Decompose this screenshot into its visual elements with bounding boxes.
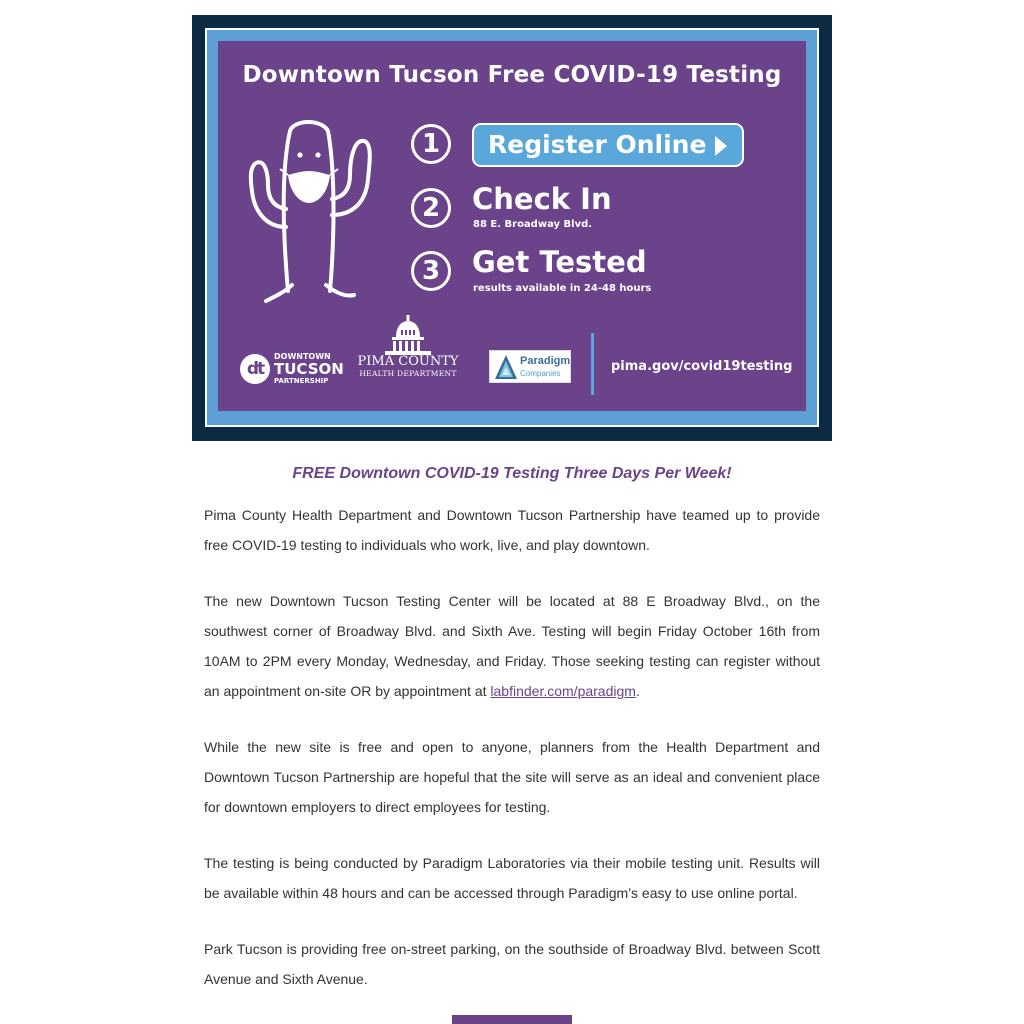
- location-period: .: [635, 683, 640, 699]
- register-online-button[interactable]: [472, 123, 744, 167]
- pima-county-health-logo: [354, 315, 462, 387]
- paradigm-logo-line1: Paradigm: [520, 355, 571, 367]
- covid-testing-banner[interactable]: [192, 15, 832, 441]
- location-text: The new Downtown Tucson Testing Center will be located at 88 E Broadway Blvd., on the southwest corner of Broadway Blvd. and Sixth Ave. Testing will begin Friday October 16th from 10AM to 2PM every Monday, Wednesday, and Friday. Those seeking testing can register without an appointment on-site OR by appointment at: [204, 593, 820, 699]
- paradigm-companies-logo: [489, 350, 571, 383]
- banner-panel: [218, 41, 806, 411]
- pima-logo-line1: PIMA COUNTY: [357, 354, 459, 369]
- step-2-address: 88 E. Broadway Blvd.: [473, 219, 593, 230]
- pima-testing-url[interactable]: pima.gov/covid19testing: [611, 359, 793, 374]
- labfinder-link[interactable]: labfinder.com/paradigm: [490, 683, 636, 699]
- article-headline: FREE Downtown COVID-19 Testing Three Days Per Week!: [292, 465, 732, 482]
- dt-mark: dt: [240, 354, 270, 384]
- capitol-dome-icon: [381, 315, 435, 355]
- masked-cactus-icon: [236, 115, 392, 305]
- paragraph-paradigm-labs: The testing is being conducted by Paradigm Laboratories via their mobile testing unit. Results will be available within 48 hours and can be accessed through Paradigm’s easy to use online portal.: [204, 855, 820, 901]
- bottom-button-edge[interactable]: [452, 1015, 572, 1024]
- dtp-logo-line2: TUCSON: [274, 360, 344, 378]
- article-body: [204, 500, 820, 1020]
- pima-logo-line2: HEALTH DEPARTMENT: [359, 369, 457, 378]
- play-arrow-icon: [715, 136, 727, 156]
- step-3-title: Get Tested: [472, 245, 647, 279]
- dtp-logo-line1: DOWNTOWN: [274, 352, 331, 361]
- register-online-label: Register Online: [488, 130, 707, 159]
- step-3-number: 3: [411, 251, 451, 291]
- paradigm-triangle-icon: [493, 353, 519, 381]
- logo-divider: [591, 333, 594, 395]
- paragraph-location: [204, 586, 820, 706]
- step-2-title: Check In: [472, 182, 612, 216]
- paragraph-partnership: Pima County Health Department and Downtown Tucson Partnership have teamed up to provide free COVID-19 testing to individuals who work, live, and play downtown.: [204, 507, 820, 553]
- step-3-results-note: results available in 24-48 hours: [473, 283, 652, 294]
- paragraph-open-to-anyone: While the new site is free and open to anyone, planners from the Health Department and Downtown Tucson Partnership are hopeful that the site will serve as an ideal and convenient place for downtown employers to direct employees for testing.: [204, 739, 820, 815]
- downtown-tucson-partnership-logo: [240, 351, 344, 385]
- paradigm-logo-line2: Companies: [520, 369, 561, 378]
- banner-title: Downtown Tucson Free COVID-19 Testing: [242, 62, 782, 88]
- banner-frame: [205, 28, 819, 427]
- dtp-logo-line3: PARTNERSHIP: [274, 377, 329, 385]
- paragraph-parking: Park Tucson is providing free on-street parking, on the southside of Broadway Blvd. between Scott Avenue and Sixth Avenue.: [204, 941, 820, 987]
- step-1-number: 1: [411, 124, 451, 164]
- step-2-number: 2: [411, 188, 451, 228]
